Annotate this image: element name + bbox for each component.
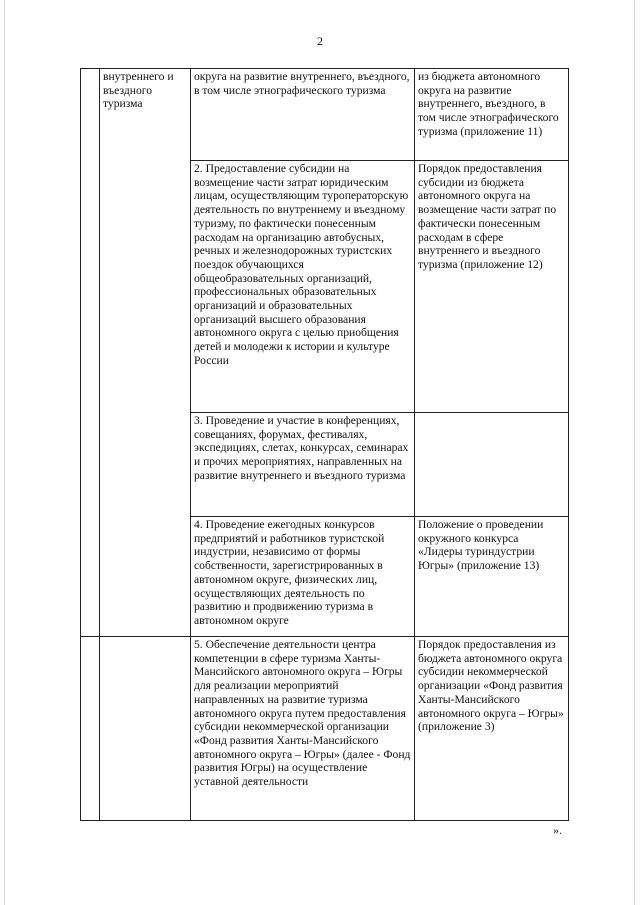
document-cell: из бюджета автономного округа на развитие внутреннего, въездного, в том числе этнографического туризма (приложение 11)	[415, 69, 569, 161]
document-cell: Порядок предоставления субсидии из бюджета автономного округа на возмещение части затрат по фактически понесенным расходам в сфере внутреннего и въездного туризма (приложение 12)	[415, 161, 569, 413]
number-cell	[81, 69, 100, 637]
program-table	[80, 68, 569, 821]
activity-cell: 5. Обеспечение деятельности центра компетенции в сфере туризма Ханты-Мансийского автономного округа – Югры для реализации мероприятий направленных на развитие туризма автономного округа путем предоставления субсидии некоммерческой организации «Фонд развития Ханты-Мансийского автономного округа – Югры» (далее - Фонд развития Югры) на осуществление уставной деятельности	[191, 637, 415, 821]
activity-cell: округа на развитие внутреннего, въездного, в том числе этнографического туризма	[191, 69, 415, 161]
document-cell	[415, 413, 569, 517]
table-row	[81, 69, 569, 161]
left-scan-edge	[4, 0, 5, 905]
right-scan-edge	[634, 0, 635, 905]
activity-cell: 4. Проведение ежегодных конкурсов предприятий и работников туристской индустрии, независимо от формы собственности, зарегистрированных в автономном округе, физических лиц, осуществляющих деятельность по развитию и продвижению туризма в автономном округе	[191, 517, 415, 637]
closing-quote: ».	[553, 823, 562, 837]
section-cell: внутреннего и въездного туризма	[100, 69, 191, 637]
section-cell	[100, 637, 191, 821]
document-cell: Порядок предоставления из бюджета автономного округа субсидии некоммерческой организации «Фонд развития Ханты-Мансийского автономного округа – Югры» (приложение 3)	[415, 637, 569, 821]
activity-cell: 2. Предоставление субсидии на возмещение части затрат юридическим лицам, осуществляющим туроператорскую деятельность по внутреннему и въездному туризму, по фактически понесенным расходам на организацию автобусных, речных и железнодорожных туристских поездок обучающихся общеобразовательных организаций, профессиональных образовательных организаций и образовательных организаций высшего образования автономного округа с целью приобщения детей и молодежи к истории и культуре России	[191, 161, 415, 413]
table-row	[81, 637, 569, 821]
number-cell	[81, 637, 100, 821]
activity-cell: 3. Проведение и участие в конференциях, совещаниях, форумах, фестивалях, экспедициях, слетах, конкурсах, семинарах и прочих мероприятиях, направленных на развитие внутреннего и въездного туризма	[191, 413, 415, 517]
document-cell: Положение о проведении окружного конкурса «Лидеры туриндустрии Югры» (приложение 13)	[415, 517, 569, 637]
page-number: 2	[317, 34, 323, 48]
